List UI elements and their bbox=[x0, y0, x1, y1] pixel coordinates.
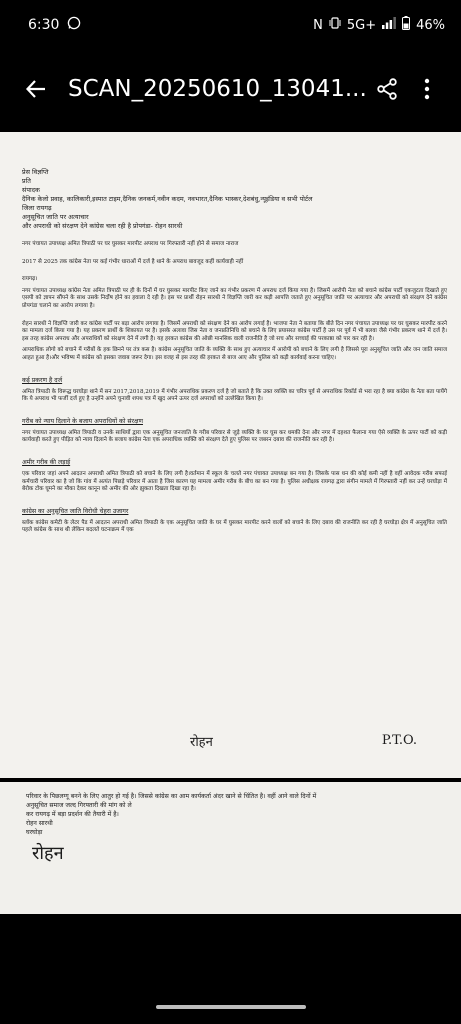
share-icon bbox=[376, 78, 398, 100]
status-left bbox=[28, 16, 81, 34]
more-vertical-icon bbox=[424, 78, 430, 100]
share-button[interactable] bbox=[367, 69, 407, 109]
file-title: SCAN_20250610_13041... bbox=[68, 76, 367, 102]
vibrate-icon bbox=[329, 16, 341, 34]
place-line: रायगढ़। bbox=[22, 276, 38, 283]
page2-line: परिवार के पिछलग्गू बनने के लिए आतुर हो गई है। जिससे कांग्रेस का आम कार्यकर्ता अंदर खाने से चिंतित है। वहीं आने वाले दिनों में bbox=[26, 793, 317, 800]
paragraph: नगर पंचायत उपाध्यक्ष अमित त्रिपाठी व उनके साथियों द्वारा एक अनुसूचित जनजाति के गरीब परिवार से जुड़े व्यक्ति के घर घुस कर धमकी देना और नगर में दहशत फैलाना गया ऐसे व्यक्ति के ऊपर पार्टी को कड़ी कार्यवाही करते हुए पीड़ित को न्याय दिलाने के बजाय कांग्रेस नेता एक अपराधिक व्यक्ति को संरक्षण देते हुए पुलिस पर जबरन दबाव की राजनीति कर रही है। bbox=[22, 429, 447, 444]
page2-line: रोहन सारथी bbox=[26, 820, 53, 827]
header-line: जिला रायगढ़ bbox=[22, 204, 52, 212]
header-line: प्रेस विज्ञप्ति bbox=[22, 168, 49, 176]
gesture-nav-bar[interactable] bbox=[0, 990, 461, 1024]
more-options-button[interactable] bbox=[407, 69, 447, 109]
battery-level: 46% bbox=[416, 17, 445, 33]
paragraph: अमित त्रिपाठी के विरूद्ध घरघोड़ा थाने में सन 2017,2018,2019 में गंभीर अपराधिक प्रकरण दर्ज है जो बताते है कि उक्त व्यक्ति का चरित्र पूर्व से अपराधिक रिकॉर्ड से भरा रहा है क्या कांग्रेस के नेता बता पायेंगे कि ये अपराध भी फर्जी दर्ज हुए है उन्होंने अपने चुनावी शपथ पत्र में खुद अपने ऊपर दर्ज अपराधों को उल्लेखित किया है। bbox=[22, 388, 447, 403]
status-time: 6:30 bbox=[28, 17, 60, 33]
press-release-header bbox=[22, 168, 447, 231]
document-page-2 bbox=[0, 782, 461, 914]
paragraph: नगर पंचायत उपाध्यक्ष कांग्रेस नेता अमित त्रिपाठी पर ही के दिनों में घर घुसकर मारपीट किए जाने का गंभीर प्रकरण में अपराध दर्ज किया गया है। जिसमें आरोपी नेता को बचाने कांग्रेस पार्टी एकजुटता दिखाते हुए एसपी को ज्ञापन सौंपने के साथ उसके निर्दोष होने का हवाला दे रही है। इस पर प्रार्थी रोहन सारथी ने विज्ञप्ति जारी कर कड़ी आपत्ति जताते हुए अनुसूचित जाति पर अत्याचार और अपराधी को संरक्षण देने कांग्रेस प्रोपगंडा चलाने का आरोप लगाया है। bbox=[22, 287, 447, 309]
app-bar bbox=[0, 50, 461, 128]
section-heading: गरीब को न्याय दिलाने के बजाय अपराधियों को संरक्षण bbox=[22, 417, 143, 425]
whatsapp-icon bbox=[67, 16, 81, 34]
page2-line: कर रायगढ़ में बड़ा प्रदर्शन की तैयारी में है। bbox=[26, 811, 119, 818]
header-line: प्रति bbox=[22, 177, 31, 185]
paragraph: ब्लॉक कांग्रेस कमेटी के लेटर पैड में आदतन अपराधी अमित त्रिपाठी के एक अनुसूचित जाति के घर में घुसकर मारपीट करने वालों को बचाने के लिए दबाव की राजनीति कर रही है घरघोड़ा क्षेत्र में अनुसूचित जाति पहले कांग्रेस के साथ थी लेकिन बदलते घटनाक्रम में एक bbox=[22, 519, 447, 534]
signal-icon bbox=[382, 17, 396, 33]
section-heading: कांग्रेस का अनुसूचित जाति विरोधी चेहरा उजागर bbox=[22, 507, 129, 515]
page2-line: घरघोड़ा bbox=[26, 829, 43, 836]
paragraph: आपराधिक लोगो को बचाने में गरीबों के हक छिनने पर तंत्र कस है। कांग्रेस अनुसूचित जाति के व्यक्ति के साथ हुए अत्याचार में आरोपी को बचाने के लिए लगी है जिससे पूरा अनुसूचित जाति और जन जाति समाज आहत हुआ है।और भविष्य में कांग्रेस को इसका जवाब जरूर देगा। इस वजह से इस तरह की हरकत से बाज आए और पुलिस को कड़ी कार्यवाई करना चाहिए। bbox=[22, 347, 447, 361]
home-handle[interactable] bbox=[156, 1005, 306, 1009]
nfc-icon: N bbox=[313, 17, 323, 33]
back-button[interactable] bbox=[18, 71, 54, 107]
signature: रोहन bbox=[32, 843, 64, 864]
battery-icon bbox=[402, 16, 410, 34]
header-line: संपादक bbox=[22, 186, 40, 194]
paragraph: रोहन सारथी ने विज्ञप्ति जारी कर कांग्रेस पार्टी पर बड़ा आरोप लगाया है। जिसमें अपराधी को संरक्षण देने का आरोप लगाई है। भाजपा नेता ने बताया कि बीते दिन नगर पंचायत उपाध्यक्ष पर घर घुसकर मारपीट करने का मामला दर्ज किया गया है। यह प्रकरण प्रार्थी के शिकायत पर है। इसके अलावा जिस नेता व जनप्रतिनिधि को बचाने के लिए प्रयासरत कांग्रेस पार्टी है उस पर पूर्व में भी बलवा जैसे गंभीर प्रकरण थाने में दर्ज है। इस तरह कांग्रेस अपराध और अपराधियों को संरक्षण देने में लगी है। यह हरकत कांग्रेस की ओछी मानसिक वाली राजनीति है जो सच और सच्चाई की परकाष्ठा को पार कर रही है। bbox=[22, 320, 447, 342]
status-right bbox=[313, 16, 445, 34]
header-line: और अपराधी को संरक्षण देने कांग्रेस चला रही है प्रोपगंडा- रोहन सारथी bbox=[22, 222, 183, 230]
section-heading: अमीर गरीब की लड़ाई bbox=[22, 458, 71, 466]
document-page-1 bbox=[0, 132, 461, 778]
lead-line: नगर पंचायत उपाध्यक्ष अमित त्रिपाठी पर घर घुसकर मारपीट अपराध पर गिरफ्तारी नहीं होने से समाज नाराज bbox=[22, 241, 239, 247]
signature: रोहन bbox=[190, 735, 213, 750]
paragraph: एक परिवार जहां अपने आदतन अपराधी अमित त्रिपाठी को बचाने के लिए लगी है।वर्तमान में स्कूल के चलते नगर पंचायत उपाध्यक्ष बन गया है। जिसके पास धन की कोई कमी नहीं है वहीं आवेदक गरीब सफाई कर्मचारी परिवार का है जो कि गांव में अत्यंत पिछड़े परिवार में आता है जिस कारण यह मामला अमीर गरीब के बीच का बन गया है। पुलिस अधीक्षक रायगढ़ द्वारा संगीन मामले में गिरफ्तारी नहीं कर उन्हें घरघोड़ा में बेरोक टोक घूमने का मौका देकर कानून को अमीर की ओर झुकता दिखता दिखा रहा है। bbox=[22, 470, 447, 493]
header-line: अनुसूचित जाति पर अत्याचार bbox=[22, 213, 89, 221]
header-line: दैनिक केलो प्रवाह, कालिकारी,इस्पात टाइम,दैनिक जनकर्म,नवीन कदम, नवभारत,दैनिक भास्कर,देशबंधु,न्यूइंडिया व सभी पोर्टल bbox=[22, 195, 313, 203]
lead-line: 2017 से 2025 तक कांग्रेस नेता पर कई गंभीर धाराओं में दर्ज है थाने के अपराध बावजूद कहीं कार्यवाही नहीं bbox=[22, 258, 244, 265]
section-heading: कई प्रकरण है दर्ज bbox=[22, 376, 63, 384]
status-bar bbox=[0, 0, 461, 50]
pto-note: P.T.O. bbox=[381, 733, 417, 748]
arrow-left-icon bbox=[25, 78, 47, 100]
network-type: 5G+ bbox=[346, 17, 377, 33]
page2-line: अनुसूचित समाज जल्द गिरफ्तारी की मांग को ले bbox=[26, 802, 132, 809]
